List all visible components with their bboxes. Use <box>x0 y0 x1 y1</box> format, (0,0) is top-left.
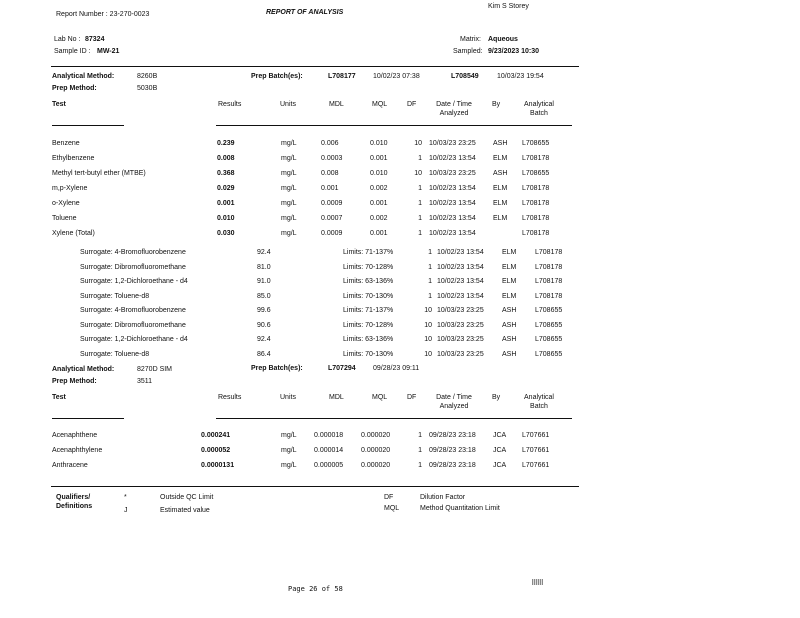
cell-mdl: 0.006 <box>321 140 339 147</box>
definition-abbr: DF <box>384 494 394 501</box>
surrogate-row <box>0 351 800 361</box>
cell-batch: L708178 <box>535 292 563 300</box>
cell-df: 10 <box>414 170 422 177</box>
cell-batch: L708178 <box>522 230 550 237</box>
prep-method-value: 3511 <box>137 378 153 385</box>
cell-analyzed: 09/28/23 23:18 <box>429 447 476 454</box>
cell-analyzed: 10/02/23 13:54 <box>437 249 484 256</box>
cell-by: ASH <box>502 307 517 314</box>
col-df: DF <box>407 394 417 401</box>
cell-result: 0.010 <box>217 215 235 222</box>
test-underline <box>52 418 124 419</box>
cell-df: 1 <box>428 249 432 256</box>
cell-result: 0.001 <box>217 200 235 207</box>
sample-id-label: Sample ID : <box>54 48 91 55</box>
cell-by: ELM <box>493 185 508 192</box>
cell-df: 10 <box>424 307 432 314</box>
cell-by: ASH <box>502 321 517 329</box>
cell-df: 10 <box>424 321 432 329</box>
col-mdl: MDL <box>329 101 344 108</box>
cell-analyzed: 10/02/23 13:54 <box>429 200 476 207</box>
cell-mql: 0.001 <box>370 230 388 237</box>
cell-surrogate-name: Surrogate: Dibromofluoromethane <box>80 263 186 271</box>
col-mql: MQL <box>372 394 388 401</box>
col-by: By <box>492 101 501 108</box>
cell-batch: L707661 <box>522 447 550 454</box>
col-results: Results <box>218 101 242 108</box>
col-test: Test <box>52 394 66 401</box>
cell-analyzed: 10/02/23 13:54 <box>437 292 484 300</box>
cell-mql: 0.000020 <box>361 432 391 439</box>
surrogate-row <box>0 249 800 259</box>
cell-surrogate-name: Surrogate: 4-Bromofluorobenzene <box>80 249 186 256</box>
cell-df: 1 <box>418 462 422 469</box>
cell-limits: Limits: 70-130% <box>343 350 394 358</box>
cell-by: ELM <box>502 278 517 285</box>
cell-surrogate-name: Surrogate: Dibromofluoromethane <box>80 321 186 329</box>
definitions-label: Definitions <box>56 503 93 510</box>
cell-batch: L708655 <box>535 350 563 358</box>
sampled-value: 9/23/2023 10:30 <box>488 48 539 55</box>
cell-limits: Limits: 70-130% <box>343 292 394 300</box>
cell-result: 0.368 <box>217 170 235 177</box>
cell-batch: L707661 <box>522 432 550 439</box>
cell-by: JCA <box>493 447 507 454</box>
cell-batch: L707661 <box>522 462 550 469</box>
cell-analyzed: 10/03/23 23:25 <box>437 350 484 358</box>
analytical-method-value: 8260B <box>137 73 158 80</box>
cell-mdl: 0.001 <box>321 185 339 192</box>
cell-test: Acenaphthylene <box>52 447 103 454</box>
cell-by: ASH <box>493 170 508 177</box>
cell-df: 1 <box>428 263 432 271</box>
cell-surrogate-name: Surrogate: Toluene-d8 <box>80 292 150 300</box>
cell-mql: 0.001 <box>370 155 388 162</box>
cell-by: ELM <box>502 263 517 271</box>
cell-by: ELM <box>493 155 508 162</box>
cell-batch: L708178 <box>522 200 550 207</box>
cell-test: Toluene <box>52 215 77 222</box>
cell-analyzed: 10/03/23 23:25 <box>437 321 484 329</box>
cell-mql: 0.002 <box>370 215 388 222</box>
cell-units: mg/L <box>281 215 297 222</box>
col-datetime-sub: Analyzed <box>439 403 469 410</box>
surrogate-row <box>0 278 800 288</box>
table-row <box>0 170 800 180</box>
cell-surrogate-name: Surrogate: 4-Bromofluorobenzene <box>80 307 186 314</box>
sample-id-value: MW-21 <box>97 48 120 55</box>
client-name: Kim S Storey <box>488 3 529 10</box>
prep-method-value: 5030B <box>137 85 158 92</box>
cell-analyzed: 10/02/23 13:54 <box>437 278 484 285</box>
cell-by: ELM <box>502 249 517 256</box>
cell-mql: 0.010 <box>370 170 388 177</box>
table-row <box>0 432 800 442</box>
scan-artifact <box>532 579 543 585</box>
cell-units: mg/L <box>281 185 297 192</box>
cell-df: 1 <box>418 155 422 162</box>
col-batch: Analytical <box>524 101 554 108</box>
cell-batch: L708655 <box>535 336 563 343</box>
cell-analyzed: 10/03/23 23:25 <box>437 336 484 343</box>
cell-result: 86.4 <box>257 350 271 358</box>
table-row <box>0 155 800 165</box>
cell-df: 1 <box>418 447 422 454</box>
surrogate-row <box>0 322 800 332</box>
table-row <box>0 215 800 225</box>
surrogate-row <box>0 264 800 274</box>
cell-surrogate-name: Surrogate: Toluene-d8 <box>80 350 150 358</box>
col-batch: Analytical <box>524 394 554 401</box>
cell-by: ASH <box>502 350 517 358</box>
page-number: Page 26 of 58 <box>288 585 343 593</box>
cell-result: 85.0 <box>257 292 271 300</box>
cell-mdl: 0.0003 <box>321 155 343 162</box>
cell-by: ASH <box>502 336 517 343</box>
cell-test: m,p-Xylene <box>52 185 88 192</box>
cell-df: 1 <box>418 230 422 237</box>
cell-limits: Limits: 70-128% <box>343 263 394 271</box>
cell-mdl: 0.008 <box>321 170 339 177</box>
cell-test: o-Xylene <box>52 200 80 207</box>
cell-batch: L708655 <box>522 140 550 147</box>
lab-no-value: 87324 <box>85 36 105 43</box>
cell-analyzed: 09/28/23 23:18 <box>429 462 476 469</box>
col-batch-sub: Batch <box>530 110 548 117</box>
prep-batch-id: L708177 <box>328 73 356 80</box>
cell-analyzed: 09/28/23 23:18 <box>429 432 476 439</box>
definition-text: Dilution Factor <box>420 494 466 501</box>
cell-limits: Limits: 63-136% <box>343 336 394 343</box>
report-title: REPORT OF ANALYSIS <box>266 9 344 16</box>
cell-analyzed: 10/03/23 23:25 <box>429 170 476 177</box>
cell-by: ELM <box>493 200 508 207</box>
col-datetime-sub: Analyzed <box>439 110 469 117</box>
cell-result: 0.000052 <box>201 447 231 454</box>
cell-units: mg/L <box>281 432 297 439</box>
cell-batch: L708178 <box>522 215 550 222</box>
cell-batch: L708655 <box>535 321 563 329</box>
cell-df: 1 <box>418 185 422 192</box>
cell-df: 10 <box>414 140 422 147</box>
report-number: Report Number : 23-270-0023 <box>56 11 150 18</box>
qualifier-text: Estimated value <box>160 507 210 514</box>
cell-test: Ethylbenzene <box>52 155 95 162</box>
prep-batch-label: Prep Batch(es): <box>251 365 303 372</box>
cell-result: 0.008 <box>217 155 235 162</box>
divider <box>51 66 579 67</box>
cell-analyzed: 10/02/23 13:54 <box>429 230 476 237</box>
cell-by: JCA <box>493 462 507 469</box>
cell-df: 1 <box>418 432 422 439</box>
cell-analyzed: 10/03/23 23:25 <box>429 140 476 147</box>
cell-mdl: 0.0007 <box>321 215 343 222</box>
cell-limits: Limits: 63-136% <box>343 278 394 285</box>
prep-batch-label: Prep Batch(es): <box>251 73 303 80</box>
cell-units: mg/L <box>281 447 297 454</box>
cell-result: 91.0 <box>257 278 271 285</box>
cell-mql: 0.010 <box>370 140 388 147</box>
col-datetime: Date / Time <box>436 101 472 108</box>
prep-batch-date: 09/28/23 09:11 <box>373 365 420 372</box>
prep-batch-date: 10/03/23 19:54 <box>497 73 544 80</box>
cell-mdl: 0.0009 <box>321 230 343 237</box>
cell-analyzed: 10/02/23 13:54 <box>429 185 476 192</box>
cell-units: mg/L <box>281 140 297 147</box>
sampled-label: Sampled: <box>453 48 483 55</box>
cell-analyzed: 10/03/23 23:25 <box>437 307 484 314</box>
cell-units: mg/L <box>281 200 297 207</box>
cell-df: 1 <box>418 215 422 222</box>
surrogate-row <box>0 293 800 303</box>
cell-units: mg/L <box>281 462 297 469</box>
cell-by: JCA <box>493 432 507 439</box>
table-row <box>0 462 800 472</box>
qualifier-text: Outside QC Limit <box>160 494 214 501</box>
cell-result: 81.0 <box>257 263 271 271</box>
col-datetime: Date / Time <box>436 394 472 401</box>
cell-surrogate-name: Surrogate: 1,2-Dichloroethane - d4 <box>80 278 188 285</box>
matrix-label: Matrix: <box>460 36 481 43</box>
analytical-method-label: Analytical Method: <box>52 73 115 80</box>
col-mdl: MDL <box>329 394 344 401</box>
surrogate-row <box>0 307 800 317</box>
qualifier-symbol: J <box>124 507 128 514</box>
cell-df: 1 <box>428 278 432 285</box>
analytical-method-value: 8270D SIM <box>137 366 173 373</box>
cell-df: 1 <box>428 292 432 300</box>
cell-result: 90.6 <box>257 321 271 329</box>
prep-method-label: Prep Method: <box>52 85 97 92</box>
cell-limits: Limits: 71-137% <box>343 249 394 256</box>
prep-batch-id: L708549 <box>451 73 479 80</box>
header-underline <box>216 418 572 419</box>
matrix-value: Aqueous <box>488 36 518 43</box>
cell-mql: 0.002 <box>370 185 388 192</box>
cell-test: Anthracene <box>52 462 88 469</box>
cell-batch: L708178 <box>535 263 563 271</box>
cell-batch: L708178 <box>535 278 563 285</box>
cell-mdl: 0.000014 <box>314 447 344 454</box>
cell-mdl: 0.000018 <box>314 432 344 439</box>
prep-batch-id: L707294 <box>328 365 356 372</box>
cell-analyzed: 10/02/23 13:54 <box>437 263 484 271</box>
table-row <box>0 230 800 240</box>
cell-result: 92.4 <box>257 336 271 343</box>
cell-test: Methyl tert-butyl ether (MTBE) <box>52 170 146 177</box>
analytical-method-label: Analytical Method: <box>52 366 115 373</box>
cell-result: 99.6 <box>257 307 271 314</box>
cell-by: ELM <box>502 292 517 300</box>
cell-by: ELM <box>493 215 508 222</box>
surrogate-row <box>0 336 800 346</box>
col-units: Units <box>280 394 296 401</box>
cell-limits: Limits: 71-137% <box>343 307 394 314</box>
divider <box>51 486 579 487</box>
cell-mql: 0.000020 <box>361 462 391 469</box>
col-units: Units <box>280 101 296 108</box>
cell-result: 0.000241 <box>201 432 231 439</box>
cell-result: 0.0000131 <box>201 462 235 469</box>
col-df: DF <box>407 101 417 108</box>
cell-df: 10 <box>424 350 432 358</box>
table-row <box>0 447 800 457</box>
cell-analyzed: 10/02/23 13:54 <box>429 215 476 222</box>
col-mql: MQL <box>372 101 388 108</box>
cell-test: Acenaphthene <box>52 432 98 439</box>
cell-analyzed: 10/02/23 13:54 <box>429 155 476 162</box>
cell-batch: L708655 <box>522 170 550 177</box>
qualifiers-label: Qualifiers/ <box>56 494 91 501</box>
definition-abbr: MQL <box>384 505 400 512</box>
definition-text: Method Quantitation Limit <box>420 505 500 512</box>
cell-mql: 0.000020 <box>361 447 391 454</box>
cell-mdl: 0.0009 <box>321 200 343 207</box>
cell-result: 0.029 <box>217 185 235 192</box>
cell-mdl: 0.000005 <box>314 462 344 469</box>
cell-df: 1 <box>418 200 422 207</box>
cell-result: 0.239 <box>217 140 235 147</box>
cell-units: mg/L <box>281 155 297 162</box>
test-underline <box>52 125 124 126</box>
cell-limits: Limits: 70-128% <box>343 321 394 329</box>
col-test: Test <box>52 101 66 108</box>
prep-batch-date: 10/02/23 07:38 <box>373 73 420 80</box>
table-row <box>0 140 800 150</box>
cell-batch: L708655 <box>535 307 563 314</box>
cell-df: 10 <box>424 336 432 343</box>
col-by: By <box>492 394 501 401</box>
cell-batch: L708178 <box>522 155 550 162</box>
header-underline <box>216 125 572 126</box>
lab-no-label: Lab No : <box>54 36 81 43</box>
table-row <box>0 185 800 195</box>
cell-batch: L708178 <box>522 185 550 192</box>
cell-units: mg/L <box>281 170 297 177</box>
cell-result: 0.030 <box>217 230 235 237</box>
cell-surrogate-name: Surrogate: 1,2-Dichloroethane - d4 <box>80 336 188 343</box>
cell-test: Benzene <box>52 140 80 147</box>
col-batch-sub: Batch <box>530 403 548 410</box>
cell-mql: 0.001 <box>370 200 388 207</box>
cell-result: 92.4 <box>257 249 271 256</box>
cell-by: ASH <box>493 140 508 147</box>
prep-method-label: Prep Method: <box>52 378 97 385</box>
qualifier-symbol: * <box>124 494 127 501</box>
table-row <box>0 200 800 210</box>
cell-batch: L708178 <box>535 249 563 256</box>
cell-units: mg/L <box>281 230 297 237</box>
col-results: Results <box>218 394 242 401</box>
cell-test: Xylene (Total) <box>52 230 95 237</box>
